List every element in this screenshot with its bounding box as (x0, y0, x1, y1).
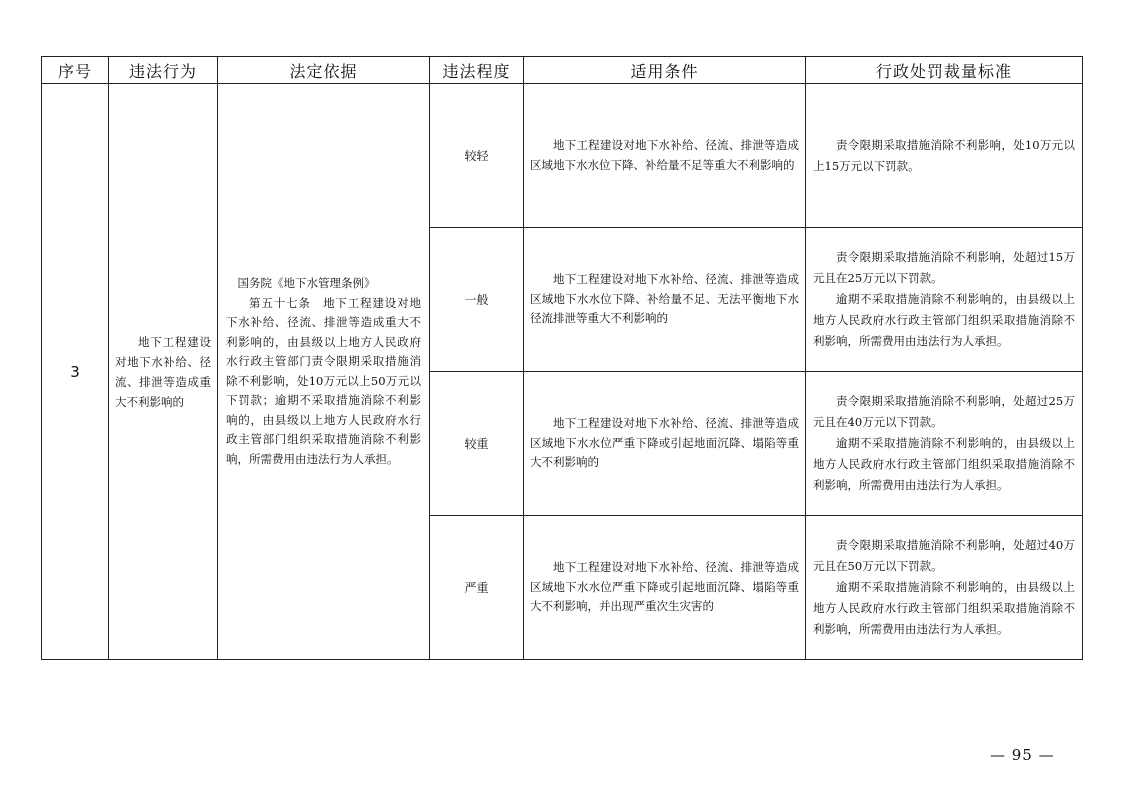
standard-text: 责令限期采取措施消除不利影响，处超过25万元且在40万元以下罚款。 (813, 394, 1075, 429)
behavior-text: 地下工程建设对地下水补给、径流、排泄等造成重大不利影响的 (115, 334, 211, 409)
condition-cell (524, 516, 806, 660)
condition-cell (524, 228, 806, 372)
degree-cell: 一般 (430, 228, 524, 372)
basis-text: 第五十七条 地下工程建设对地下水补给、径流、排泄等造成重大不利影响的，由县级以上地方人民政府水行政主管部门责令限期采取措施消除不利影响，处10万元以上50万元以下罚款；逾期不采取措施消除不利影响的，由县级以上地方人民政府水行政主管部门组织采取措施消除不利影响，所需费用由违法行为人承担。 (226, 295, 421, 466)
condition-cell (524, 84, 806, 228)
standard-text: 逾期不采取措施消除不利影响的，由县级以上地方人民政府水行政主管部门组织采取措施消除不利影响，所需费用由违法行为人承担。 (813, 292, 1075, 348)
header-standard: 行政处罚裁量标准 (806, 57, 1083, 84)
standard-text: 逾期不采取措施消除不利影响的，由县级以上地方人民政府水行政主管部门组织采取措施消除不利影响，所需费用由违法行为人承担。 (813, 436, 1075, 492)
header-behavior: 违法行为 (109, 57, 218, 84)
page-number: — 95 — (990, 746, 1055, 764)
condition-text: 地下工程建设对地下水补给、径流、排泄等造成区域地下水水位下降、补给量不足等重大不利影响的 (530, 138, 799, 172)
standard-cell (806, 516, 1083, 660)
header-basis: 法定依据 (218, 57, 430, 84)
behavior-cell (109, 84, 218, 660)
standard-cell (806, 228, 1083, 372)
basis-cell (218, 84, 430, 660)
condition-cell (524, 372, 806, 516)
header-conditions: 适用条件 (524, 57, 806, 84)
degree-cell: 较轻 (430, 84, 524, 228)
condition-text: 地下工程建设对地下水补给、径流、排泄等造成区域地下水水位严重下降或引起地面沉降、塌陷等重大不利影响的 (530, 416, 799, 470)
standard-text: 责令限期采取措施消除不利影响，处超过40万元且在50万元以下罚款。 (813, 538, 1075, 573)
standard-text: 责令限期采取措施消除不利影响，处10万元以上15万元以下罚款。 (813, 137, 1075, 173)
header-degree: 违法程度 (430, 57, 524, 84)
condition-text: 地下工程建设对地下水补给、径流、排泄等造成区域地下水水位下降、补给量不足、无法平衡地下水径流排泄等重大不利影响的 (530, 272, 799, 326)
penalty-table (41, 56, 1083, 660)
basis-title: 国务院《地下水管理条例》 (237, 276, 376, 290)
seq-cell: 3 (42, 84, 109, 660)
degree-cell: 较重 (430, 372, 524, 516)
header-row (42, 57, 1083, 84)
degree-cell: 严重 (430, 516, 524, 660)
condition-text: 地下工程建设对地下水补给、径流、排泄等造成区域地下水水位严重下降或引起地面沉降、塌陷等重大不利影响，并出现严重次生灾害的 (530, 560, 799, 614)
standard-cell (806, 84, 1083, 228)
standard-text: 逾期不采取措施消除不利影响的，由县级以上地方人民政府水行政主管部门组织采取措施消除不利影响，所需费用由违法行为人承担。 (813, 580, 1075, 636)
table-row (42, 84, 1083, 228)
standard-cell (806, 372, 1083, 516)
header-seq: 序号 (42, 57, 109, 84)
standard-text: 责令限期采取措施消除不利影响，处超过15万元且在25万元以下罚款。 (813, 250, 1075, 285)
